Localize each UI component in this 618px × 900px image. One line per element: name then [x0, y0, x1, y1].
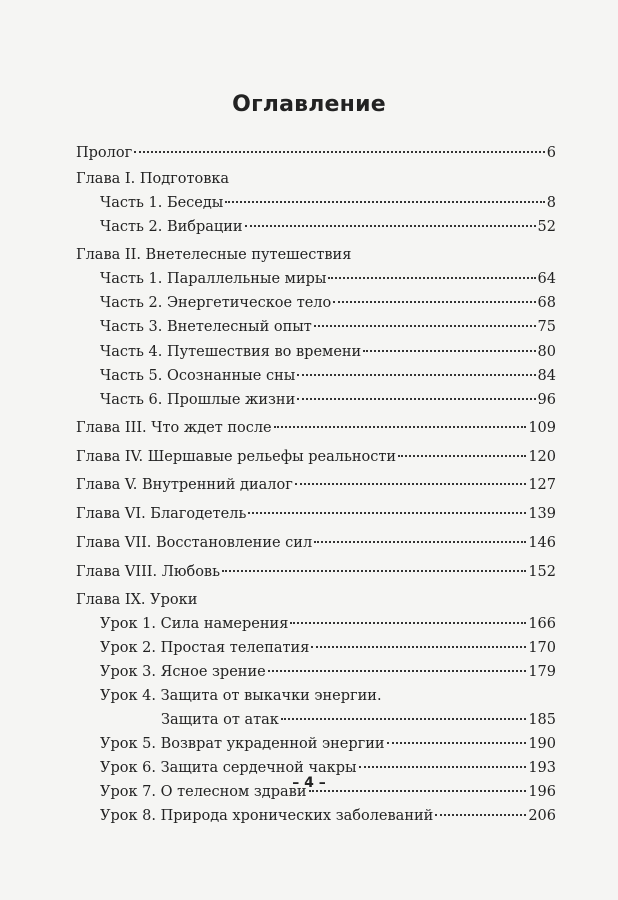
toc-entry-label: Урок 3. Ясное зрение: [100, 664, 266, 680]
toc-entry-label: Часть 5. Осознанные сны: [100, 368, 296, 384]
toc-entry-label: Урок 7. О телесном здрави: [100, 784, 307, 800]
toc-entry[interactable]: [100, 613, 556, 635]
toc-entry-page: 139: [528, 506, 556, 522]
leader-dots: [297, 374, 535, 376]
leader-dots: [314, 325, 536, 327]
toc-entry[interactable]: [76, 532, 556, 554]
toc-entry[interactable]: [100, 365, 556, 387]
leader-dots: [398, 455, 526, 457]
toc-entry-page: 166: [528, 616, 556, 632]
leader-dots: [297, 398, 535, 400]
toc-entry-label: Глава VIII. Любовь: [76, 564, 220, 580]
toc-entry-page: 96: [537, 392, 556, 408]
toc-entry[interactable]: [100, 216, 556, 238]
toc-entry-label: Урок 2. Простая телепатия: [100, 640, 310, 656]
toc-entry-label: Глава V. Внутренний диалог: [76, 477, 293, 493]
toc-entry-label: Часть 3. Внетелесный опыт: [100, 319, 312, 335]
toc-entry-page: 80: [537, 344, 556, 360]
leader-dots: [387, 742, 527, 744]
toc-entry-label: Часть 2. Вибрации: [100, 219, 243, 235]
toc-entry[interactable]: [76, 561, 556, 583]
toc-entry-label: Часть 2. Энергетическое тело: [100, 295, 332, 311]
toc-entry[interactable]: [76, 474, 556, 496]
toc-entry-prologue[interactable]: [76, 142, 556, 164]
toc-entry[interactable]: [161, 709, 556, 731]
leader-dots: [268, 670, 527, 672]
toc-entry-page: 109: [528, 420, 556, 436]
toc-entry-label: Защита от атак: [161, 712, 279, 728]
toc-entry-page: 52: [537, 219, 556, 235]
leader-dots: [225, 201, 544, 203]
toc-entry[interactable]: [76, 446, 556, 468]
leader-dots: [295, 483, 527, 485]
leader-dots: [311, 646, 526, 648]
leader-dots: [274, 426, 527, 428]
leader-dots: [134, 151, 545, 153]
toc-entry[interactable]: [100, 805, 556, 827]
toc-entry-label: Глава III. Что ждет после: [76, 420, 272, 436]
leader-dots: [245, 225, 536, 227]
toc-entry-label: Часть 6. Прошлые жизни: [100, 392, 296, 408]
toc-entry-page: 6: [546, 145, 556, 161]
toc-chapter-1-heading: [76, 168, 556, 190]
leader-dots: [314, 541, 526, 543]
toc-entry-label: Урок 8. Природа хронических заболеваний: [100, 808, 434, 824]
leader-dots: [363, 350, 535, 352]
toc-entry-page: 185: [528, 712, 556, 728]
page-number: – 4 –: [292, 775, 326, 791]
toc-entry-label: Глава IX. Уроки: [76, 592, 198, 608]
toc-entry-page: 120: [528, 449, 556, 465]
toc-chapter-9-heading: [76, 589, 556, 611]
toc-entry-page: 152: [528, 564, 556, 580]
toc-entry-label: Глава IV. Шершавые рельефы реальности: [76, 449, 397, 465]
toc-entry-label: Часть 1. Параллельные миры: [100, 271, 327, 287]
leader-dots: [290, 622, 526, 624]
toc-entry-page: 8: [546, 195, 556, 211]
toc-entry-label: Глава I. Подготовка: [76, 171, 230, 187]
toc-entry[interactable]: [100, 316, 556, 338]
toc-entry[interactable]: [100, 661, 556, 683]
toc-entry-label: Часть 1. Беседы: [100, 195, 224, 211]
leader-dots: [328, 277, 535, 279]
toc-entry[interactable]: [100, 292, 556, 314]
toc-entry-page: 193: [528, 760, 556, 776]
toc-entry-label: Пролог: [76, 145, 133, 161]
toc-entry[interactable]: [76, 417, 556, 439]
toc-entry[interactable]: [100, 389, 556, 411]
toc-entry[interactable]: [100, 733, 556, 755]
toc-entry[interactable]: [100, 268, 556, 290]
toc-entry-label: Урок 4. Защита от выкачки энергии.: [100, 688, 382, 704]
toc-entry-page: 84: [537, 368, 556, 384]
toc-entry-label: Часть 4. Путешествия во времени: [100, 344, 362, 360]
toc-entry-page: 170: [528, 640, 556, 656]
toc-entry-page: 190: [528, 736, 556, 752]
leader-dots: [281, 718, 526, 720]
page-title: Оглавление: [232, 92, 386, 117]
toc-entry-page: 206: [528, 808, 556, 824]
toc-entry-label: Глава VI. Благодетель: [76, 506, 247, 522]
toc-entry-page: 68: [537, 295, 556, 311]
toc-entry-page: 75: [537, 319, 556, 335]
toc-chapter-2-heading: [76, 244, 556, 266]
toc-entry-label: Глава II. Внетелесные путешествия: [76, 247, 352, 263]
leader-dots: [435, 814, 526, 816]
toc-entry-page: 179: [528, 664, 556, 680]
toc-entry-page: 196: [528, 784, 556, 800]
toc-entry-page: 146: [528, 535, 556, 551]
toc-entry[interactable]: [100, 637, 556, 659]
toc-entry-page: 64: [537, 271, 556, 287]
toc-entry-multiline-first: [100, 685, 556, 707]
toc-entry-label: Урок 5. Возврат украденной энергии: [100, 736, 385, 752]
toc-entry-label: Урок 1. Сила намерения: [100, 616, 289, 632]
toc-entry-page: 127: [528, 477, 556, 493]
toc-entry[interactable]: [100, 341, 556, 363]
leader-dots: [359, 766, 527, 768]
toc-entry[interactable]: [100, 192, 556, 214]
toc-entry[interactable]: [76, 503, 556, 525]
leader-dots: [222, 570, 526, 572]
toc-entry-label: Урок 6. Защита сердечной чакры: [100, 760, 357, 776]
toc-entry-label: Глава VII. Восстановление сил: [76, 535, 313, 551]
leader-dots: [248, 512, 526, 514]
leader-dots: [333, 301, 535, 303]
